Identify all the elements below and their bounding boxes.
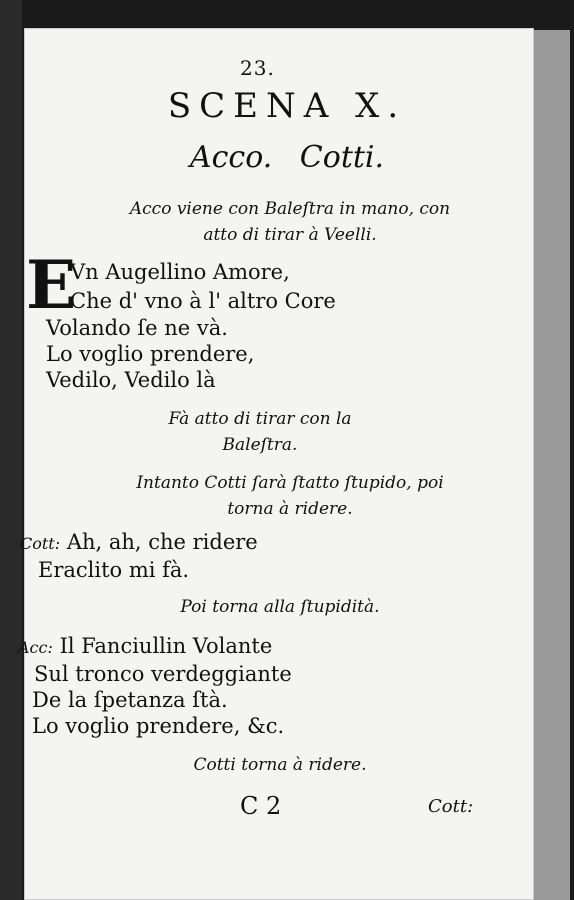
verse-line: Vn Augellino Amore, [70, 260, 290, 284]
stage-direction-3-line-1: Intanto Cotti ſarà ſtatto ſtupido, poi [136, 473, 444, 493]
speaker-cotti: Cott: [20, 534, 61, 553]
verse-line: Vedilo, Vedilo là [46, 368, 216, 392]
verse-line: Che d' vno à l' altro Core [70, 289, 336, 313]
stage-direction-1-line-2: atto di tirar à Veelli. [203, 225, 377, 245]
page-number: 23. [240, 56, 275, 80]
speaker-acco: Acc: [18, 638, 53, 657]
cotti-line-1 [20, 528, 258, 558]
drop-cap: E [26, 246, 77, 324]
stage-direction-5-line-1: Cotti torna à ridere. [193, 755, 367, 775]
catchword: Cott: [428, 796, 474, 817]
acco-line-1-text: Il Fanciullin Volante [59, 634, 273, 658]
verse-line: Volando ſe ne và. [46, 316, 228, 340]
stage-direction-3-line-2: torna à ridere. [227, 499, 353, 519]
book-gutter [0, 0, 22, 900]
stage-direction-1 [100, 196, 480, 248]
acco-line-2: Sul tronco verdeggiante [34, 662, 292, 686]
stage-direction-4-line-1: Poi torna alla ſtupidità. [180, 597, 380, 617]
acco-line-4: Lo voglio prendere, &c. [32, 714, 285, 738]
cotti-line-2: Eraclito mi fà. [38, 558, 190, 582]
stage-direction-2-line-1: Fà atto di tirar con la [168, 409, 352, 429]
scene-title: SCENA X. [167, 86, 407, 126]
stage-direction-1-line-1: Acco viene con Baleſtra in mano, con [129, 199, 451, 219]
stage-direction-2-line-2: Baleſtra. [222, 435, 298, 455]
cotti-line-1-text: Ah, ah, che ridere [66, 530, 258, 554]
stage-direction-5 [110, 752, 450, 778]
acco-line-3: De la ſpetanza ſtà. [32, 688, 228, 712]
stage-direction-3 [90, 470, 490, 522]
acco-line-1 [18, 632, 272, 662]
signature-mark: C 2 [240, 792, 282, 820]
verse-line: Lo voglio prendere, [46, 342, 255, 366]
characters-heading: Acco. Cotti. [189, 140, 385, 175]
stage-direction-4 [110, 594, 450, 620]
stage-direction-2 [130, 406, 390, 458]
